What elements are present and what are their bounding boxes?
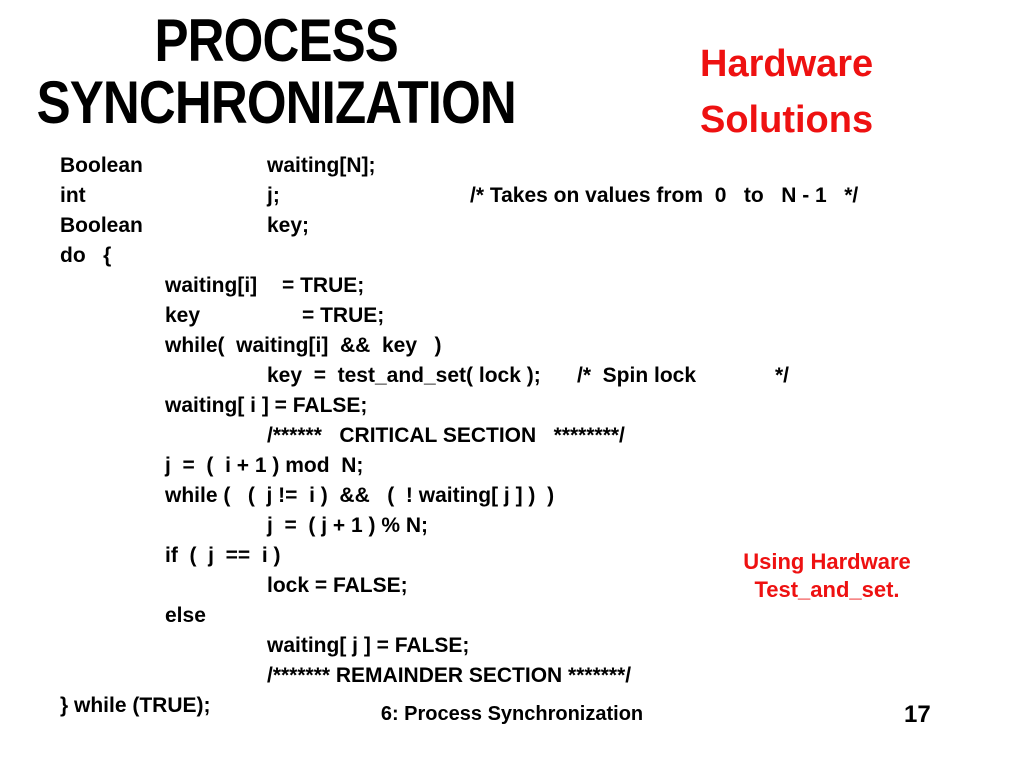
code-line: [0, 181, 1024, 211]
code-segment: j;: [267, 184, 280, 207]
code-segment: j = ( i + 1 ) mod N;: [165, 454, 364, 477]
code-segment: key = test_and_set( lock );: [267, 364, 541, 387]
code-segment: waiting[ i ] = FALSE;: [165, 394, 368, 417]
code-segment: /* Spin lock: [577, 364, 697, 387]
code-line: [0, 241, 1024, 271]
code-segment: waiting[ j ] = FALSE;: [267, 634, 470, 657]
code-line: [0, 481, 1024, 511]
code-segment: Boolean: [60, 214, 143, 237]
code-segment: waiting[i]: [165, 274, 258, 297]
code-segment: = TRUE;: [302, 304, 385, 327]
code-segment: int: [60, 184, 86, 207]
title-line-1: PROCESS: [154, 7, 398, 74]
code-line: [0, 271, 1024, 301]
subtitle-line-2: Solutions: [700, 99, 874, 141]
title-line-2: SYNCHRONIZATION: [36, 69, 516, 136]
code-segment: while( waiting[i] && key ): [165, 334, 442, 357]
code-segment: lock = FALSE;: [267, 574, 408, 597]
code-line: [0, 151, 1024, 181]
code-segment: if ( j == i ): [165, 544, 281, 567]
code-line: [0, 421, 1024, 451]
code-segment: = TRUE;: [282, 274, 365, 297]
code-segment: key;: [267, 214, 310, 237]
code-segment: key: [165, 304, 201, 327]
code-line: [0, 301, 1024, 331]
code-segment: waiting[N];: [267, 154, 376, 177]
code-segment: /* Takes on values from 0 to N - 1 */: [470, 184, 859, 207]
code-segment: while ( ( j != i ) && ( ! waiting[ j ] ) ): [165, 484, 555, 507]
code-segment: j = ( j + 1 ) % N;: [267, 514, 429, 537]
code-line: [0, 331, 1024, 361]
code-segment: } while (TRUE);: [60, 694, 211, 717]
code-segment: else: [165, 604, 206, 627]
code-line: [0, 211, 1024, 241]
code-segment: do {: [60, 244, 112, 267]
code-segment: /****** CRITICAL SECTION ********/: [267, 424, 625, 447]
page-number: 17: [904, 701, 931, 728]
code-line: [0, 511, 1024, 541]
code-line: [0, 391, 1024, 421]
code-segment: Boolean: [60, 154, 143, 177]
footer-text: 6: Process Synchronization: [380, 703, 644, 725]
annotation-line-2: Test_and_set.: [754, 577, 900, 602]
annotation-line-1: Using Hardware: [743, 549, 911, 574]
code-line: [0, 361, 1024, 391]
code-line: [0, 601, 1024, 631]
subtitle-line-1: Hardware: [700, 43, 874, 85]
annotation-using-hardware-test-and-set: [727, 548, 927, 604]
code-segment: /******* REMAINDER SECTION *******/: [267, 664, 632, 687]
code-line: [0, 661, 1024, 691]
code-line: [0, 631, 1024, 661]
code-line: [0, 451, 1024, 481]
code-segment: */: [775, 364, 790, 387]
